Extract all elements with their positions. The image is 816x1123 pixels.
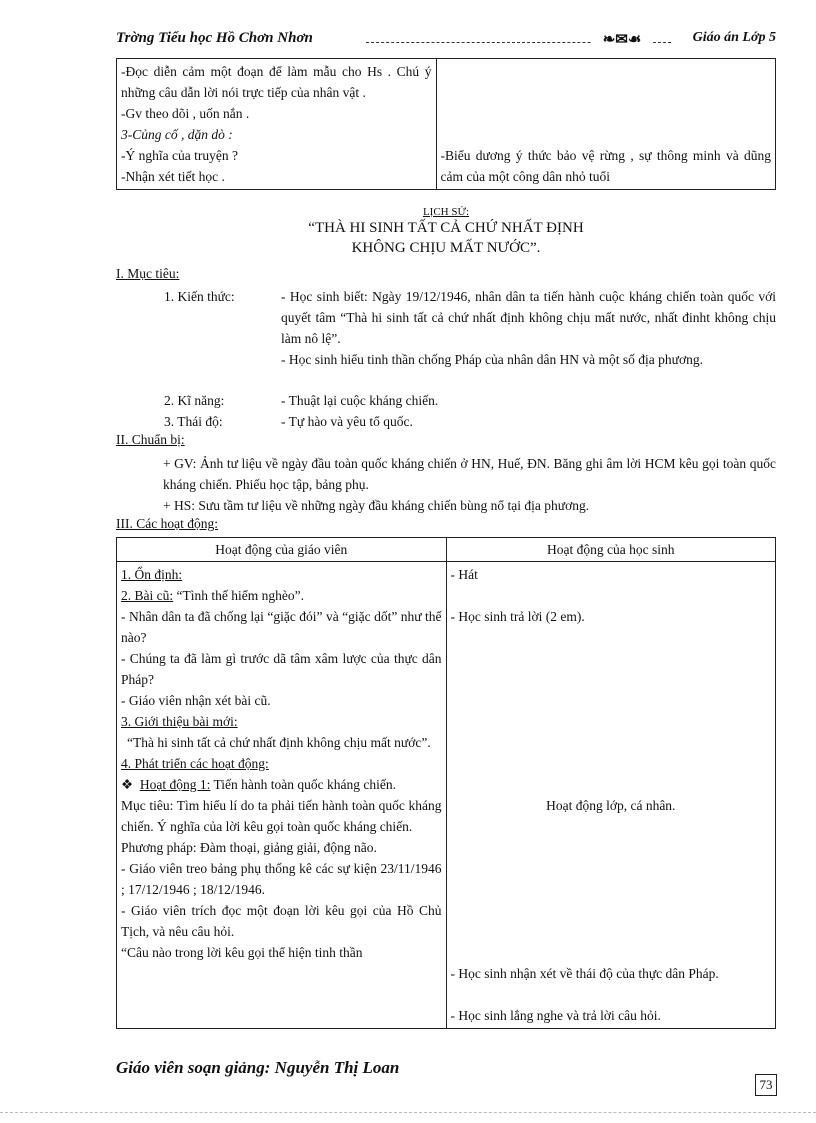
activity-line: - Học sinh trả lời (2 em). (450, 609, 585, 624)
objectives-heading: I. Mục tiêu: (116, 266, 180, 281)
diamond-bullet-icon: ❖ (121, 777, 134, 792)
knowledge-item: - Học sinh biết: Ngày 19/12/1946, nhân dân ta tiến hành cuộc kháng chiến toàn quốc với quyết tâm “Thà hi sinh tất cả chứ nhất định không chịu mất nước, nhất đinht không chịu làm nô lệ”. (281, 289, 776, 346)
table-line: -Nhận xét tiết học . (121, 169, 225, 184)
subject-label: LỊCH SỬ: (422, 206, 470, 218)
activity-line: Mục tiêu: Tìm hiểu lí do ta phải tiến hành toàn quốc kháng chiến. Ý nghĩa của lời kêu gọi toàn quốc kháng chiến. (121, 798, 442, 834)
knowledge-label: 1. Kiến thức: (164, 289, 235, 304)
attitude-label: 3. Thái độ: (164, 414, 223, 429)
activity-line: - Hát (450, 567, 478, 582)
activity-line: “Thà hi sinh tất cả chứ nhất định không chịu mất nước”. (127, 735, 431, 750)
table-line: -Ý nghĩa của truyện ? (121, 148, 238, 163)
attitude-text: - Tự hào và yêu tổ quốc. (281, 414, 413, 429)
activity-line: - Nhân dân ta đã chống lại “giặc đói” và “giặc dốt” như thế nào? (121, 609, 442, 645)
table-line: -Gv theo dõi , uốn nắn . (121, 106, 250, 121)
activities-table (116, 537, 776, 1029)
knowledge-item: - Học sinh hiểu tinh thần chống Pháp của nhân dân HN và một số địa phương. (281, 352, 704, 367)
continuation-student-cell (436, 59, 775, 190)
page-number: 73 (755, 1074, 777, 1096)
skill-row (116, 390, 776, 411)
activity-line: - Học sinh lắng nghe và trả lời câu hỏi. (450, 1008, 661, 1023)
lesson-title-line1: “THÀ HI SINH TẤT CẢ CHỨ NHẤT ĐỊNH (308, 220, 584, 236)
continuation-teacher-cell (117, 59, 437, 190)
lesson-title-block (116, 206, 776, 258)
table-line: -Đọc diễn cảm một đoạn để làm mẫu cho Hs . Chú ý những câu dẫn lời nói trực tiếp của nhân vật . (121, 64, 432, 100)
activity-step: 1. Ổn định: (121, 567, 183, 582)
student-activities-cell (446, 562, 775, 1029)
author-footer: Giáo viên soạn giảng: Nguyễn Thị Loan (116, 1058, 400, 1077)
skill-label: 2. Kĩ năng: (164, 393, 225, 408)
header-ornament-icon: ❧✉☙ (591, 30, 653, 49)
prep-hs-text: + HS: Sưu tầm tư liệu về những ngày đầu kháng chiến bùng nổ tại địa phương. (163, 498, 590, 513)
knowledge-text (281, 286, 776, 370)
prep-gv (163, 453, 776, 495)
activity-line: - Giáo viên trích đọc một đoạn lời kêu gọi của Hồ Chủ Tịch, và nêu câu hỏi. (121, 903, 442, 939)
activity-line: Phương pháp: Đàm thoại, giảng giải, động não. (121, 840, 377, 855)
prep-gv-text: + GV: Ảnh tư liệu về ngày đầu toàn quốc kháng chiến ở HN, Huế, ĐN. Băng ghi âm lời HCM kêu gọi toàn quốc kháng chiến. Phiếu học tập, bảng phụ. (163, 456, 776, 492)
lesson-plan-label: Giáo án Lớp 5 (692, 30, 776, 45)
continuation-table (116, 58, 776, 190)
prep-hs (163, 495, 776, 516)
activity-step: 4. Phát triển các hoạt động: (121, 756, 269, 771)
lesson-title-line2: KHÔNG CHỊU MẤT NƯỚC”. (351, 240, 541, 256)
activity-line: - Học sinh nhận xét về thái độ của thực dân Pháp. (450, 966, 719, 981)
skill-text: - Thuật lại cuộc kháng chiến. (281, 393, 439, 408)
activity-line: - Giáo viên treo bảng phụ thống kê các sự kiện 23/11/1946 ; 17/12/1946 ; 18/12/1946. (121, 861, 442, 897)
page-bottom-divider (0, 1112, 816, 1113)
page-header (116, 30, 776, 52)
teacher-activities-cell (117, 562, 447, 1029)
prep-heading: II. Chuẩn bị: (116, 432, 185, 447)
table-line: 3-Củng cố , dặn dò : (121, 127, 233, 142)
knowledge-row (116, 286, 776, 390)
activities-heading: III. Các hoạt động: (116, 516, 218, 531)
col-header-student: Hoạt động của học sinh (446, 538, 775, 562)
attitude-row (116, 411, 776, 432)
activity-step: 2. Bài cũ: “Tình thế hiểm nghèo”. (121, 588, 304, 603)
activity-line: - Chúng ta đã làm gì trước dã tâm xâm lược của thực dân Pháp? (121, 651, 442, 687)
activity-step: 3. Giới thiệu bài mới: (121, 714, 238, 729)
activity-line: Hoạt động lớp, cá nhân. (546, 798, 676, 813)
table-line: -Biểu dương ý thức bảo vệ rừng , sự thông minh và dũng cảm của một công dân nhỏ tuổi (440, 148, 771, 184)
school-name: Trờng Tiểu học Hồ Chơn Nhơn (116, 30, 313, 46)
activity-line: “Câu nào trong lời kêu gọi thể hiện tinh thần (121, 945, 363, 960)
col-header-teacher: Hoạt động của giáo viên (117, 538, 447, 562)
activity-line: - Giáo viên nhận xét bài cũ. (121, 693, 271, 708)
activity-step: ❖ Hoạt động 1: Tiến hành toàn quốc kháng chiến. (121, 777, 396, 792)
